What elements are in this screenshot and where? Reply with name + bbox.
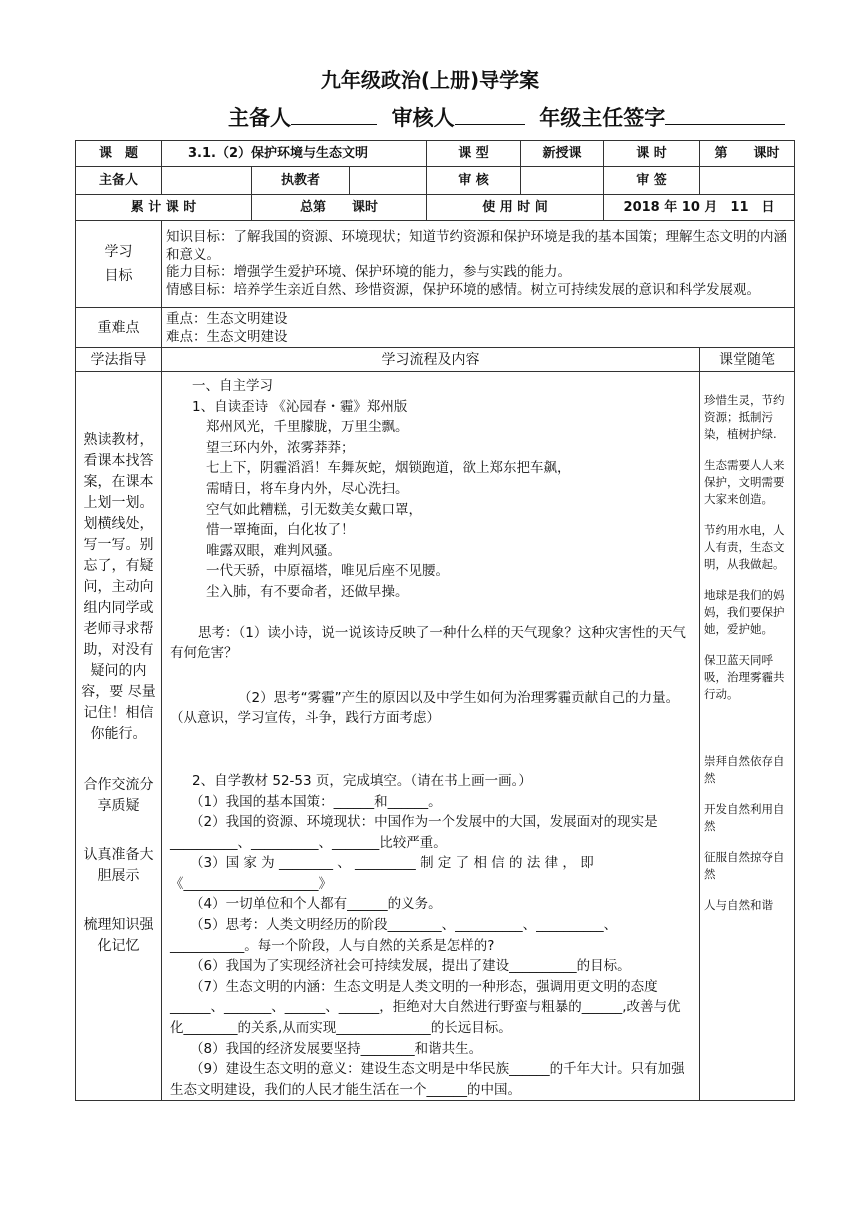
review-value[interactable] [521,167,604,195]
notes-header: 课堂随笔 [700,348,795,372]
poem-line: 空气如此糟糕，引无数美女戴口罩， [206,501,422,518]
study-guide [76,372,162,1101]
poem-line: 郑州风光，千里朦胧，万里尘飘。 [206,419,409,436]
note-item: 地球是我们的妈妈，我们要保护她，爱护她。 [704,588,785,636]
sign-label: 审 签 [604,167,700,195]
period-value: 第 课时 [700,141,795,167]
total-period-label: 总第 课时 [252,195,427,221]
note-item: 人与自然和谐 [704,898,774,912]
chief-label: 主备人 [228,106,291,130]
chief-cell-value[interactable] [162,167,252,195]
date-value: 2018 年 10 月 11 日 [604,195,795,221]
teacher-label: 执教者 [252,167,350,195]
poem-title: 1、自读歪诗 《沁园春・霾》郑州版 [192,398,408,415]
fill-item[interactable]: （3）国 家 为 ________ 、 _________ 制 定 了 相 信 的 法 律 ， 即《____________________》 [170,855,594,892]
key-points-content [162,308,795,348]
task-2: 2、自学教材 52-53 页，完成填空。（请在书上画一画。） [192,772,532,789]
topic-label: 课 题 [76,141,162,167]
use-time-label: 使 用 时 间 [427,195,604,221]
chief-blank[interactable] [291,104,377,125]
type-value: 新授课 [521,141,604,167]
difficulty-point: 难点：生态文明建设 [166,328,288,345]
fill-item[interactable]: （8）我国的经济发展要坚持________和谐共生。 [190,1040,483,1057]
knowledge-objective: 知识目标：了解我国的资源、环境现状；知道节约资源和保护环境是我的基本国策；理解生态文明的内涵和意义。 [166,229,787,263]
objectives-label-1: 学习 [104,244,133,260]
ability-objective: 能力目标：增强学生爱护环境、保护环境的能力，参与实践的能力。 [166,264,571,280]
note-item: 开发自然利用自然 [704,802,785,833]
poem-line: 惜一罩掩面，白化妆了！ [206,522,355,539]
note-item: 保卫蓝天同呼吸，治理雾霾共行动。 [704,653,785,701]
poem-line: 唯露双眼，难判风骚。 [206,542,341,559]
objectives-content [162,221,795,308]
content-header: 学习流程及内容 [162,348,700,372]
fill-item[interactable]: （5）思考：人类文明经历的阶段________、__________、__________、___________。每一个阶段，人与自然的关系是怎样的? [170,917,618,954]
class-notes [700,372,795,1101]
note-item: 崇拜自然依存自然 [704,754,785,785]
signature-line [228,102,785,132]
guide-header: 学法指导 [76,348,162,372]
reviewer-label: 审核人 [391,106,455,130]
poem-line: 七上下，阴霾滔滔！车舞灰蛇，烟锁跑道，欲上郑东把车飙， [206,460,571,477]
objectives-label [76,221,162,308]
guide-item: 梳理知识强化记忆 [83,917,154,954]
reviewer-blank[interactable] [455,104,525,125]
fill-item[interactable]: （7）生态文明的内涵：生态文明是人类文明的一种形态，强调用更文明的态度______、_______、______、______，拒绝对大自然进行野蛮与粗暴的______,改善与优化________的关系,从而实现______________的长远目标。 [170,978,681,1037]
guide-item: 合作交流分享质疑 [83,777,154,814]
fill-item[interactable]: （4）一切单位和个人都有______的义务。 [190,896,442,913]
think-question-2: （2）思考“雾霾”产生的原因以及中学生如何为治理雾霾贡献自己的力量。（从意识，学习宣传，斗争，践行方面考虑） [170,689,680,727]
note-item: 节约用水电，人人有责，生态文明，从我做起。 [704,523,785,571]
cumulative-label: 累 计 课 时 [76,195,252,221]
chief-cell-label: 主备人 [76,167,162,195]
fill-item[interactable]: （1）我国的基本国策：______和______。 [190,793,442,810]
topic-value: 3.1.（2）保护环境与生态文明 [162,141,427,167]
learning-content [162,372,700,1101]
note-item: 生态需要人人来保护，文明需要大家来创造。 [704,458,785,506]
poem-line: 一代天骄，中原福塔，唯见后座不见腰。 [206,563,449,580]
guide-item: 认真准备大胆展示 [83,847,154,884]
lesson-plan-table [75,140,795,1101]
type-label: 课 型 [427,141,521,167]
key-points-label: 重难点 [76,308,162,348]
objectives-label-2: 目标 [104,268,133,284]
emotion-objective: 情感目标：培养学生亲近自然、珍惜资源，保护环境的感情。树立可持续发展的意识和科学发展观。 [166,281,760,298]
poem-line: 望三环内外，浓雾莽莽； [206,439,355,456]
director-label: 年级主任签字 [539,106,666,130]
period-label: 课 时 [604,141,700,167]
sign-value[interactable] [700,167,795,195]
think-question-1: 思考：（1）读小诗，说一说该诗反映了一种什么样的天气现象？这种灾害性的天气有何危害？ [170,624,686,662]
note-item: 征服自然掠夺自然 [704,850,785,881]
section-heading: 一、自主学习 [192,378,273,394]
focus-point: 重点：生态文明建设 [166,310,288,327]
page-title: 九年级政治(上册)导学案 [320,68,540,92]
fill-item[interactable]: （9）建设生态文明的意义：建设生态文明是中华民族______的千年大计。只有加强生态文明建设，我们的人民才能生活在一个______的中国。 [170,1061,685,1098]
poem-line: 尘入肺，有不要命者，还做早操。 [206,583,409,600]
poem-line: 需晴日，将车身内外，尽心洗扫。 [206,480,409,497]
review-label: 审 核 [427,167,521,195]
fill-item[interactable]: （2）我国的资源、环境现状：中国作为一个发展中的大国，发展面对的现实是__________、__________、_______比较严重。 [170,814,658,851]
note-item: 珍惜生灵，节约资源；抵制污染，植树护绿. [704,393,785,441]
teacher-value[interactable] [350,167,427,195]
fill-item[interactable]: （6）我国为了实现经济社会可持续发展，提出了建设__________的目标。 [190,958,631,975]
guide-item: 熟读教材，看课本找答案，在课本上划一划。划横线处，写一写。别忘了，有疑问，主动向组内同学或老师寻求帮助，对没有疑问的内容，要 尽量记住！相信你能行。 [81,432,156,742]
director-blank[interactable] [665,104,785,125]
